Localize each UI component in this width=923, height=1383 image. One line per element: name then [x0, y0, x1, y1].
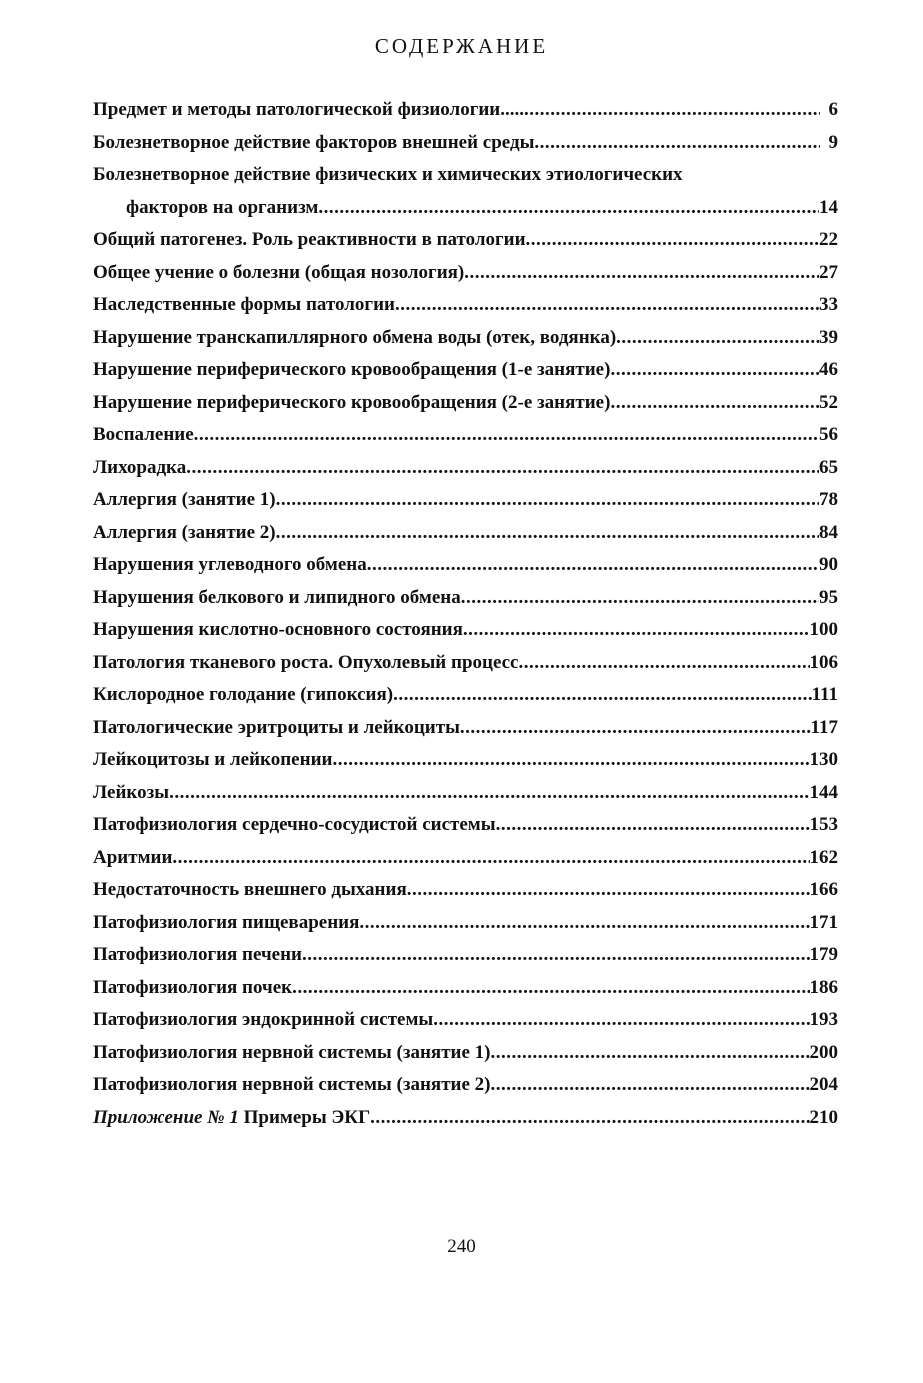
toc-entry-page: 22: [819, 229, 838, 250]
leader-dots: [519, 652, 810, 674]
toc-entry[interactable]: [93, 522, 838, 555]
toc-entry[interactable]: [93, 262, 838, 295]
table-of-contents: [93, 99, 838, 1139]
toc-entry-title: Патофизиология почек: [93, 976, 293, 998]
toc-entry[interactable]: [93, 912, 838, 945]
toc-entry[interactable]: [93, 392, 838, 425]
toc-entry[interactable]: [93, 619, 838, 652]
leader-dots: [491, 1074, 810, 1096]
toc-entry-page: 111: [811, 684, 838, 705]
toc-entry[interactable]: [93, 1042, 838, 1075]
toc-entry-title: Патологические эритроциты и лейкоциты: [93, 716, 460, 738]
leader-dots: [318, 197, 819, 219]
toc-entry-page: 90: [819, 554, 838, 575]
leader-dots: [526, 229, 819, 251]
toc-entry-page: 162: [809, 846, 838, 868]
leader-dots: [395, 294, 819, 316]
leader-dots: [172, 847, 809, 869]
toc-entry-title: Нарушение периферического кровообращения (1-е занятие): [93, 359, 611, 380]
toc-entry-title: Нарушения кислотно-основного состояния: [93, 619, 463, 640]
toc-entry[interactable]: [93, 717, 838, 750]
leader-dots: [332, 749, 809, 771]
toc-entry-page: 200: [809, 1041, 838, 1063]
toc-entry-title: Аритмии: [93, 846, 173, 868]
toc-entry-title: Патофизиология эндокринной системы: [93, 1009, 434, 1030]
toc-entry[interactable]: [93, 132, 838, 165]
toc-entry-page: 153: [809, 814, 838, 835]
page-number: 240: [447, 1236, 476, 1257]
toc-entry[interactable]: [93, 164, 838, 197]
leader-dots: [433, 1009, 809, 1031]
leader-dots: [610, 359, 819, 381]
toc-entry-page: 100: [809, 619, 838, 640]
toc-entry[interactable]: [93, 489, 838, 522]
toc-entry[interactable]: [93, 1009, 838, 1042]
leader-dots: [610, 392, 819, 414]
leader-dots: [534, 132, 820, 154]
toc-entry-title: Аллергия (занятие 1): [93, 489, 276, 510]
toc-entry[interactable]: [93, 229, 838, 262]
toc-entry-title: Предмет и методы патологической физиологии.....: [93, 99, 524, 120]
toc-entry-page: 65: [819, 456, 838, 478]
toc-entry-page: 27: [819, 261, 838, 283]
toc-entry-title: Аллергия (занятие 2): [93, 521, 276, 543]
toc-entry[interactable]: [93, 814, 838, 847]
toc-entry-title: Кислородное голодание (гипоксия): [93, 684, 394, 705]
toc-entry-title: Патофизиология пищеварения: [93, 911, 360, 933]
toc-entry[interactable]: [93, 294, 838, 327]
toc-entry-title: Наследственные формы патологии: [93, 294, 395, 315]
toc-entry-page: 9: [828, 131, 838, 153]
toc-entry-title: Болезнетворное действие физических и химических этиологических: [93, 164, 683, 185]
toc-entry-title: Нарушение транскапиллярного обмена воды (отек, водянка): [93, 326, 617, 348]
toc-entry-title: Нарушения белкового и липидного обмена: [93, 586, 461, 608]
leader-dots: [461, 587, 819, 609]
toc-entry-title: Лейкозы: [93, 781, 170, 803]
toc-entry[interactable]: [93, 977, 838, 1010]
toc-entry-page: 210: [809, 1106, 838, 1128]
toc-entry[interactable]: [93, 879, 838, 912]
toc-entry-page: 56: [819, 424, 838, 445]
appendix-title: Примеры ЭКГ: [243, 1106, 371, 1128]
toc-entry-page: 46: [819, 359, 838, 380]
appendix-label: Приложение № 1: [93, 1106, 239, 1128]
toc-entry[interactable]: [93, 359, 838, 392]
toc-entry[interactable]: [93, 782, 838, 815]
toc-entry-page: 193: [809, 1009, 838, 1030]
leader-dots: [302, 944, 809, 966]
toc-entry-title: Лейкоцитозы и лейкопении: [93, 749, 333, 770]
toc-entry-title: Патофизиология нервной системы (занятие 1): [93, 1041, 491, 1063]
toc-entry[interactable]: [93, 847, 838, 880]
page-title: СОДЕРЖАНИЕ: [374, 34, 549, 58]
toc-entry[interactable]: [93, 587, 838, 620]
leader-dots: [496, 814, 810, 836]
toc-entry[interactable]: [93, 99, 838, 132]
leader-dots: [292, 977, 809, 999]
leader-dots: [463, 619, 810, 641]
toc-entry-title: Лихорадка: [93, 456, 187, 478]
toc-entry-title: Нарушения углеводного обмена: [93, 554, 367, 575]
leader-dots: [367, 554, 819, 576]
leader-dots: [169, 782, 809, 804]
leader-dots: [359, 912, 809, 934]
toc-entry-title: Нарушение периферического кровообращения (2-е занятие): [93, 391, 611, 413]
toc-entry-page: 117: [810, 716, 838, 738]
toc-entry-page: 186: [809, 976, 838, 998]
toc-entry[interactable]: [93, 1074, 838, 1107]
toc-entry-page: 204: [809, 1074, 838, 1095]
toc-entry[interactable]: [93, 684, 838, 717]
toc-entry-page: 39: [819, 326, 838, 348]
toc-entry-page: 144: [809, 781, 838, 803]
toc-entry-page: 130: [809, 749, 838, 770]
toc-entry-title: Болезнетворное действие факторов внешней среды: [93, 131, 535, 153]
leader-dots: [370, 1107, 809, 1129]
toc-entry-title: Патофизиология нервной системы (занятие 2): [93, 1074, 491, 1095]
toc-entry-appendix[interactable]: [93, 1107, 838, 1140]
toc-entry[interactable]: [93, 457, 838, 490]
toc-entry-page: 166: [809, 879, 838, 900]
leader-dots: [276, 522, 819, 544]
toc-entry-title: Недостаточность внешнего дыхания: [93, 879, 407, 900]
toc-entry-page: 84: [819, 521, 838, 543]
toc-entry-title: Патофизиология сердечно-сосудистой системы: [93, 814, 496, 835]
leader-dots: [393, 684, 811, 706]
toc-entry[interactable]: [93, 652, 838, 685]
leader-dots: [524, 99, 820, 121]
toc-entry-page: 14: [819, 196, 838, 218]
leader-dots: [460, 717, 811, 739]
leader-dots: [464, 262, 819, 284]
toc-entry-title: Патология тканевого роста. Опухолевый процесс: [93, 651, 519, 673]
toc-entry[interactable]: [93, 749, 838, 782]
toc-entry-page: 179: [809, 944, 838, 965]
leader-dots: [276, 489, 819, 511]
toc-entry[interactable]: [93, 327, 838, 360]
toc-entry[interactable]: [93, 944, 838, 977]
leader-dots: [186, 457, 819, 479]
leader-dots: [407, 879, 810, 901]
toc-entry-page: 52: [819, 391, 838, 413]
toc-entry-continuation[interactable]: [93, 197, 838, 230]
toc-entry-page: 106: [809, 651, 838, 673]
toc-entry-page: 78: [819, 489, 838, 510]
toc-entry-title: Воспаление: [93, 424, 194, 445]
leader-dots: [491, 1042, 810, 1064]
toc-entry-page: 95: [819, 586, 838, 608]
toc-entry-page: 33: [819, 294, 838, 315]
toc-entry-title: [93, 1107, 370, 1129]
leader-dots: [194, 424, 819, 446]
toc-entry[interactable]: [93, 424, 838, 457]
toc-entry-title: факторов на организм: [126, 196, 319, 218]
toc-entry-title: Общее учение о болезни (общая нозология): [93, 261, 465, 283]
toc-entry-page: 171: [809, 911, 838, 933]
leader-dots: [616, 327, 819, 349]
toc-entry-page: 6: [828, 99, 838, 120]
toc-entry-title: Патофизиология печени: [93, 944, 303, 965]
toc-entry[interactable]: [93, 554, 838, 587]
toc-entry-title: Общий патогенез. Роль реактивности в патологии: [93, 229, 526, 250]
